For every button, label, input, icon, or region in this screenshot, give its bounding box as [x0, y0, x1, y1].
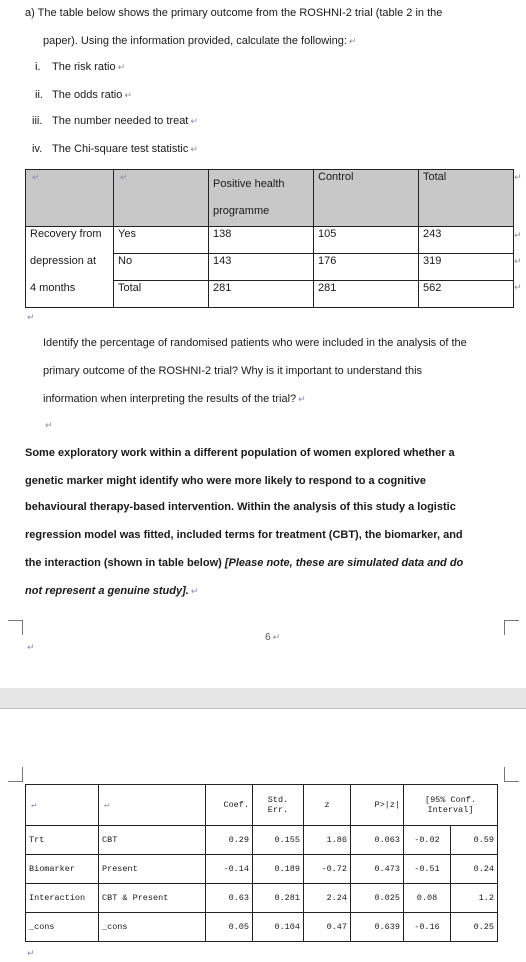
margin-corner-mark [8, 620, 23, 635]
table-cell: Total [114, 281, 209, 308]
exploratory-line3: behavioural therapy-based intervention. Within the analysis of this study a logistic [25, 501, 456, 513]
question-a-line2-text: paper). Using the information provided, calculate the following: [43, 35, 347, 47]
header-line: Std. [267, 795, 289, 805]
table-cell: -0.02 [404, 826, 451, 855]
page-number-text: 6 [265, 632, 271, 643]
table-cell: 2.24 [304, 884, 351, 913]
table-header-cell: Positive health programme [209, 170, 314, 227]
table-header-cell [26, 170, 114, 227]
table-header-cell [404, 785, 498, 826]
table-row [26, 227, 514, 254]
exploratory-line6 [25, 585, 198, 597]
table-cell: 143 [209, 254, 314, 281]
header-line: Err. [267, 805, 289, 815]
list-text: The risk ratio [52, 61, 116, 73]
table-cell: CBT & Present [99, 884, 206, 913]
question-b-line2: primary outcome of the ROSHNI-2 trial? Why is it important to understand this [43, 365, 423, 377]
exploratory-line5-text: the interaction (shown in table below) [25, 557, 222, 569]
table-cell: 0.155 [253, 826, 304, 855]
paragraph-mark: ↵ [190, 144, 198, 154]
table-cell: 0.025 [351, 884, 404, 913]
table-cell: 0.473 [351, 855, 404, 884]
table-cell: 281 [209, 281, 314, 308]
table-cell: 0.47 [304, 913, 351, 942]
paragraph-mark: ↵ [190, 586, 199, 596]
table-cell: 138 [209, 227, 314, 254]
page-gap [0, 688, 526, 708]
list-text: The Chi-square test statistic [52, 143, 189, 155]
table-cell: Interaction [26, 884, 99, 913]
table-cell: No [114, 254, 209, 281]
table-cell: -0.16 [404, 913, 451, 942]
table-header-cell [253, 785, 304, 826]
table-cell: 243 [419, 227, 514, 254]
table-cell: 281 [314, 281, 419, 308]
cell-mark: ↵ [31, 800, 37, 810]
page-number [265, 632, 280, 643]
table-cell: Biomarker [26, 855, 99, 884]
question-b-line1: Identify the percentage of randomised patients who were included in the analysis of the [43, 337, 467, 349]
question-b-line3-text: information when interpreting the results of the trial? [43, 393, 297, 405]
table-cell: -0.51 [404, 855, 451, 884]
table-cell: Yes [114, 227, 209, 254]
paragraph-mark: ↵ [348, 36, 357, 46]
table-header-cell: Coef. [206, 785, 253, 826]
row-end-mark: ↵ [514, 230, 522, 240]
table-cell: Present [99, 855, 206, 884]
table-cell: CBT [99, 826, 206, 855]
table-header-cell: z [304, 785, 351, 826]
table-cell: 0.639 [351, 913, 404, 942]
list-text: The odds ratio [52, 89, 123, 101]
paragraph-mark: ↵ [190, 116, 198, 126]
exploratory-line4: regression model was fitted, included terms for treatment (CBT), the biomarker, and [25, 529, 463, 541]
table-row [26, 281, 514, 308]
page-edge [0, 708, 526, 709]
list-item-odds-ratio [35, 89, 132, 101]
cell-mark: ↵ [32, 172, 40, 182]
outcome-table [25, 169, 514, 308]
table-header-cell [114, 170, 209, 227]
list-text: The number needed to treat [52, 115, 189, 127]
row-label-part: 4 months [26, 281, 114, 308]
table-cell: 0.59 [451, 826, 498, 855]
table-row [26, 884, 498, 913]
table-cell: 0.063 [351, 826, 404, 855]
header-line: Interval] [427, 805, 474, 815]
table-cell: 1.86 [304, 826, 351, 855]
table-cell: 0.25 [451, 913, 498, 942]
margin-corner-mark [504, 767, 519, 782]
exploratory-line2: genetic marker might identify who were more likely to respond to a cognitive [25, 475, 426, 487]
table-header-row [26, 785, 498, 826]
table-header-cell: Total [419, 170, 514, 227]
list-num: i. [35, 61, 41, 73]
table-cell: 0.281 [253, 884, 304, 913]
table-cell: 0.104 [253, 913, 304, 942]
simulated-note: [Please note, these are simulated data and do [224, 557, 464, 569]
table-cell: -0.72 [304, 855, 351, 884]
table-header-cell [99, 785, 206, 826]
cell-mark: ↵ [104, 800, 110, 810]
paragraph-mark: ↵ [272, 632, 281, 642]
table-header-cell: Control [314, 170, 419, 227]
table-cell: 105 [314, 227, 419, 254]
paragraph-mark: ↵ [45, 420, 53, 430]
row-label-part: Recovery from [26, 227, 114, 254]
table-cell: 0.08 [404, 884, 451, 913]
table-cell: _cons [99, 913, 206, 942]
table-cell: -0.14 [206, 855, 253, 884]
header-line: [95% Conf. [424, 795, 476, 805]
table-row [26, 254, 514, 281]
simulated-note-end: not represent a genuine study]. [25, 585, 189, 597]
list-item-nnt [32, 115, 198, 127]
table-cell: 0.29 [206, 826, 253, 855]
table-cell: 319 [419, 254, 514, 281]
question-a-line1: a) The table below shows the primary outcome from the ROSHNI-2 trial (table 2 in the [25, 7, 443, 19]
paragraph-mark: ↵ [298, 394, 306, 404]
paragraph-mark: ↵ [27, 312, 35, 322]
paragraph-mark: ↵ [117, 62, 126, 72]
table-header-cell [26, 785, 99, 826]
row-end-mark: ↵ [514, 172, 522, 182]
table-cell: 176 [314, 254, 419, 281]
table-cell: _cons [26, 913, 99, 942]
table-cell: 1.2 [451, 884, 498, 913]
table-header-cell: P>|z| [351, 785, 404, 826]
paragraph-mark: ↵ [124, 90, 132, 100]
table-row [26, 855, 498, 884]
table-cell: 562 [419, 281, 514, 308]
row-label-part: depression at [26, 254, 114, 281]
table-cell: 0.05 [206, 913, 253, 942]
margin-corner-mark [504, 620, 519, 635]
table-header-row [26, 170, 514, 227]
list-item-chi-square [32, 143, 198, 155]
list-num: iii. [32, 115, 43, 127]
table-row [26, 826, 498, 855]
list-num: ii. [35, 89, 43, 101]
question-a-line2 [43, 35, 356, 47]
table-cell: 0.189 [253, 855, 304, 884]
regression-table [25, 784, 498, 942]
exploratory-line1: Some exploratory work within a different population of women explored whether a [25, 447, 455, 459]
cell-mark: ↵ [120, 172, 128, 182]
exploratory-line5 [25, 557, 463, 569]
row-end-mark: ↵ [514, 256, 522, 266]
list-item-risk-ratio [35, 61, 125, 73]
paragraph-mark: ↵ [27, 642, 35, 652]
paragraph-mark: ↵ [27, 948, 35, 958]
row-end-mark: ↵ [514, 282, 522, 292]
table-cell: 0.63 [206, 884, 253, 913]
list-num: iv. [32, 143, 43, 155]
question-b-line3 [43, 393, 306, 405]
table-cell: 0.24 [451, 855, 498, 884]
table-row [26, 913, 498, 942]
margin-corner-mark [8, 767, 23, 782]
table-cell: Trt [26, 826, 99, 855]
